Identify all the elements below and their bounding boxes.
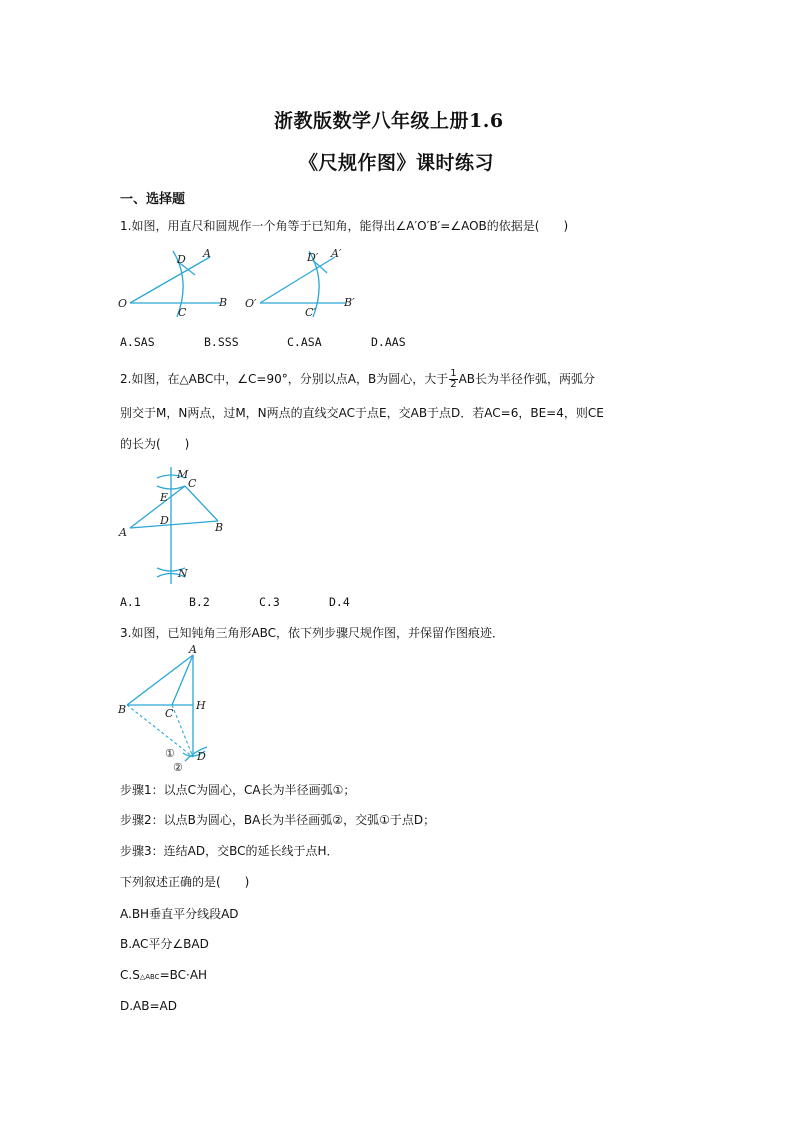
q2-label-C: C [188,477,197,490]
q3-figure [115,645,225,773]
q3-label-arc1: ① [165,747,175,760]
q3-option-c [120,967,207,985]
q2-stem-line1 [120,369,595,390]
q1-option-d: D.AAS [371,335,406,349]
q1-left-label-O: O [118,297,128,310]
q1-right-label-A: A′ [331,247,342,260]
q2-frac-num: 1 [450,368,457,379]
q1-stem: 1.如图，用直尺和圆规作一个角等于已知角，能得出∠A′O′B′=∠AOB的依据是( ) [120,219,569,233]
q1-right-label-O: O′ [245,297,257,310]
q2-option-c: C.3 [259,595,280,609]
q3-option-d: D.AB=AD [120,999,177,1013]
q3-label-D: D [197,750,206,763]
q2-stem-b: AB长为半径作弧，两弧分 [458,372,596,386]
q1-right-label-B: B′ [344,296,355,309]
q2-figure [115,462,240,587]
page-subtitle: 《尺规作图》课时练习 [299,152,495,174]
q3-step-1: 步骤1：以点C为圆心，CA长为半径画弧①； [120,783,356,797]
q3-option-b: B.AC平分∠BAD [120,937,209,951]
q1-left-label-B: B [219,296,228,309]
q1-left-label-D: D [177,253,186,266]
q3-label-B: B [118,703,127,716]
q2-stem-a: 2.如图，在△ABC中，∠C=90°，分别以点A，B为圆心，大于 [120,372,449,386]
q1-figure-left [115,245,235,320]
q3-label-arc2: ② [173,761,183,774]
q1-figure-right [243,245,368,320]
q3-label-A: A [189,643,197,656]
q3-option-c-subscript: △ABC [139,973,160,981]
page-title: 浙教版数学八年级上册1.6 [274,110,504,132]
q3-stem: 3.如图，已知钝角三角形ABC，依下列步骤尺规作图，并保留作图痕迹． [120,626,505,640]
q3-option-c-prefix: C.S [120,968,140,982]
q2-label-B: B [215,521,224,534]
q3-step-3: 步骤3：连结AD，交BC的延长线于点H． [120,844,339,858]
q2-stem-line3: 的长为( ) [120,437,190,451]
q1-option-b: B.SSS [204,335,239,349]
q1-option-a: A.SAS [120,335,155,349]
q1-left-label-C: C [178,306,187,319]
q2-frac-den: 2 [450,379,457,390]
q2-label-N: N [178,567,188,580]
section-title: 一、选择题 [120,192,186,207]
q3-prompt: 下列叙述正确的是( ) [120,875,250,889]
q3-step-2: 步骤2：以点B为圆心，BA长为半径画弧②，交弧①于点D； [120,813,436,827]
q2-label-A: A [119,526,127,539]
q1-left-label-A: A [203,247,211,260]
q3-option-c-suffix: =BC·AH [159,968,208,982]
q2-option-a: A.1 [120,595,141,609]
q3-option-a: A.BH垂直平分线段AD [120,907,239,921]
q2-stem-line2: 别交于M，N两点，过M，N两点的直线交AC于点E，交AB于点D．若AC=6，BE=4，则CE [120,406,604,420]
q2-option-d: D.4 [329,595,350,609]
q2-label-D: D [160,514,169,527]
q3-label-H: H [196,699,206,712]
q2-option-b: B.2 [189,595,210,609]
q1-right-label-C: C′ [305,306,316,319]
q3-label-C: C [165,707,174,720]
q1-option-c: C.ASA [287,335,322,349]
q1-right-label-D: D′ [307,251,319,264]
q2-label-E: E [160,491,169,504]
q2-fraction [449,369,457,390]
q2-label-M: M [177,468,189,481]
